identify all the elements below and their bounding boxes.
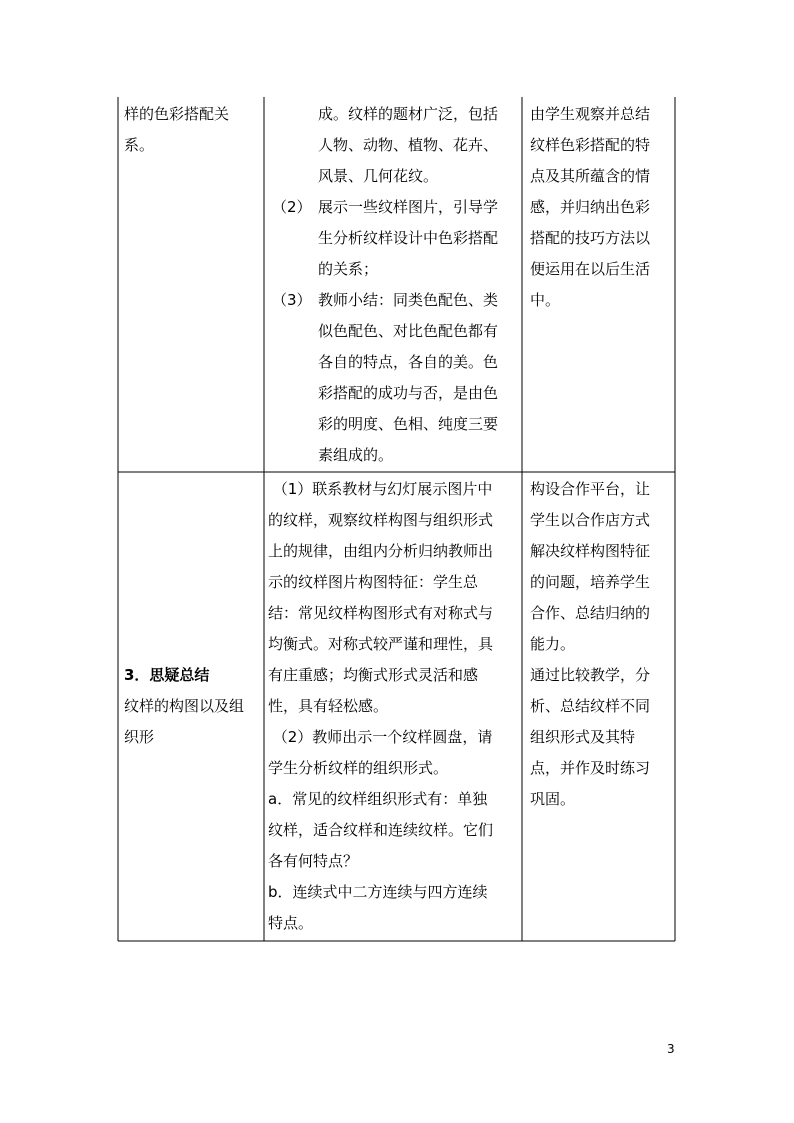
row2-col3-line: 能力。	[530, 635, 576, 653]
row1-col3-line: 点及其所蕴含的情	[530, 167, 651, 185]
row2-col3-line: 组织形式及其特	[530, 728, 636, 746]
row2-col3-line: 构设合作平台，让	[530, 480, 651, 498]
page-number: 3	[667, 1042, 675, 1056]
list-number: （2）	[272, 198, 312, 216]
row1-col2-line: 展示一些纹样图片，引导学	[318, 198, 499, 216]
row1-col3-line: 由学生观察并总结	[530, 105, 651, 123]
row2-col1-line: 纹样的构图以及组	[124, 697, 245, 715]
row1-col3-line: 纹样色彩搭配的特	[530, 136, 651, 154]
row2-col3-line: 合作、总结归纳的	[530, 604, 651, 622]
row1-col2-line: 成。纹样的题材广泛，包括	[318, 105, 499, 123]
row2-col2-line: 示的纹样图片构图特征：学生总	[268, 573, 479, 591]
row2-col2-line: 特点。	[268, 914, 314, 932]
row1-col2-line: 各自的特点，各自的美。色	[318, 353, 499, 371]
row2-col3-line: 通过比较教学，分	[530, 666, 651, 684]
row1-col3-line: 搭配的技巧方法以	[530, 229, 651, 247]
row2-col3-line: 析、总结纹样不同	[530, 697, 651, 715]
row2-col2-line: 均衡式。对称式较严谨和理性，具	[268, 635, 494, 653]
row2-col2-line: 纹样，适合纹样和连续纹样。它们	[268, 821, 494, 839]
section-heading: 3．思疑总结	[124, 666, 210, 684]
row1-col2-line: 的关系；	[318, 260, 379, 278]
row1-col2-line: 教师小结：同类色配色、类	[318, 291, 499, 309]
row2-col3-line: 学生以合作店方式	[530, 511, 651, 529]
row1-col3-line: 感，并归纳出色彩	[530, 198, 651, 216]
row1-col2-line: 似色配色、对比色配色都有	[318, 322, 499, 340]
row1-col2-line: 彩搭配的成功与否，是由色	[318, 384, 499, 402]
row2-col2-line: 性，具有轻松感。	[268, 697, 389, 715]
row2-col2-line: 各有何特点？	[268, 852, 359, 870]
row2-col3-line: 点，并作及时练习	[530, 759, 651, 777]
row1-col1-line: 样的色彩搭配关	[124, 105, 230, 123]
row2-col2-line: （1）联系教材与幻灯展示图片中	[268, 480, 493, 498]
row1-col3-line: 中。	[530, 291, 561, 309]
row2-col2-line: 有庄重感；均衡式形式灵活和感	[268, 666, 479, 684]
row2-col2-line: 结：常见纹样构图形式有对称式与	[268, 604, 494, 622]
list-number: （3）	[272, 291, 312, 309]
row1-col2-line: 生分析纹样设计中色彩搭配	[318, 229, 499, 247]
row2-col1-line: 织形	[124, 728, 155, 746]
row1-col3-line: 便运用在以后生活	[530, 260, 651, 278]
row1-col2-line: 风景、几何花纹。	[318, 167, 439, 185]
row1-col2-line: 人物、动物、植物、花卉、	[318, 136, 499, 154]
row2-col2-line: b．连续式中二方连续与四方连续	[268, 883, 488, 901]
row2-col2-line: 学生分析纹样的组织形式。	[268, 759, 449, 777]
row2-col2-line: （2）教师出示一个纹样圆盘，请	[268, 728, 493, 746]
row2-col3-line: 巩固。	[530, 790, 576, 808]
row1-col1-line: 系。	[124, 136, 155, 154]
row2-col2-line: 的纹样，观察纹样构图与组织形式	[268, 511, 494, 529]
row2-col2-line: a．常见的纹样组织形式有：单独	[268, 790, 488, 808]
row2-col3-line: 解决纹样构图特征	[530, 542, 651, 560]
row1-col2-line: 素组成的。	[318, 446, 394, 464]
row2-col3-line: 的问题，培养学生	[530, 573, 651, 591]
row2-col2-line: 上的规律，由组内分析归纳教师出	[268, 542, 494, 560]
row1-col2-line: 彩的明度、色相、纯度三要	[318, 415, 499, 433]
